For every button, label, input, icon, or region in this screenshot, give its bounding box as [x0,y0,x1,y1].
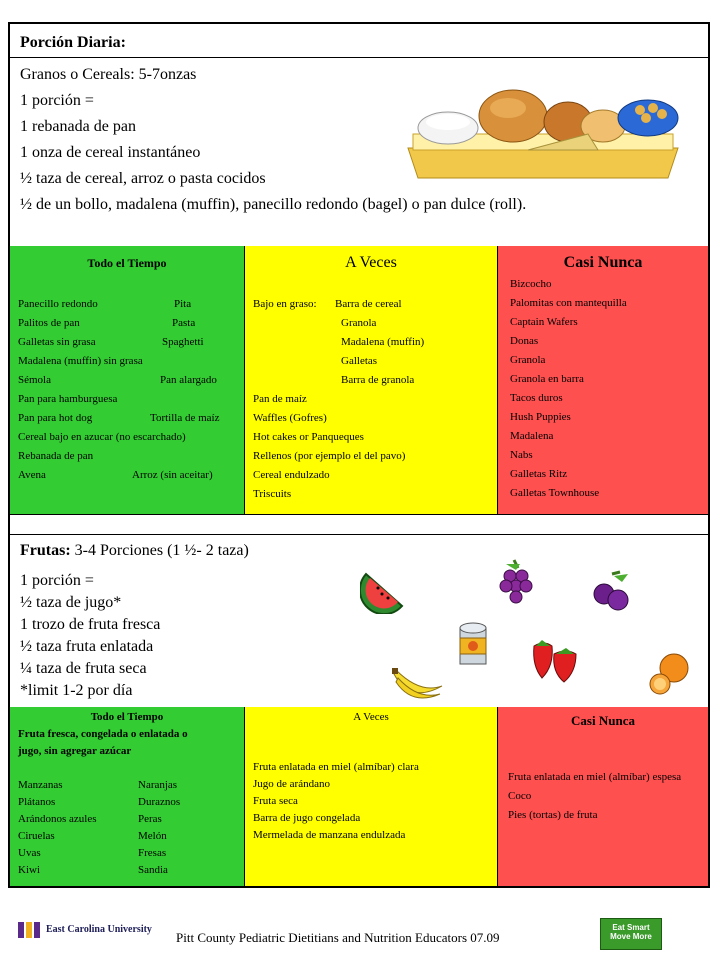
fruits-rarely-header: Casi Nunca [571,713,635,728]
fruits-heading-amount: 3-4 Porciones (1 ½- 2 taza) [70,542,249,559]
fruits-rarely-column [498,707,708,886]
grains-yellow-low-fat-item: Granola [341,317,377,329]
fruits-yellow-item: Fruta seca [253,795,298,807]
grains-green-item: Galletas sin grasa [18,336,96,348]
fruits-green-item: Uvas [18,847,41,859]
grains-yellow-low-fat-item: Barra de granola [341,374,415,386]
grains-yellow-item: Cereal endulzado [253,469,330,481]
grapes-icon [496,558,536,608]
fruits-yellow-item: Fruta enlatada en miel (almíbar) clara [253,761,419,773]
grains-red-item: Granola en barra [510,373,584,385]
fruits-yellow-item: Barra de jugo congelada [253,812,361,824]
grains-green-item: Pan alargado [160,374,217,386]
grains-green-item: Spaghetti [162,336,204,348]
grains-green-item: Pita [174,298,192,310]
fruits-green-item: Sandia [138,864,168,876]
eat-smart-move-more-logo [600,918,662,950]
grains-green-item: Avena [18,469,46,481]
grains-green-item: Tortilla de maíz [150,412,220,424]
fruits-green-subheader: jugo, sin agregar azúcar [18,745,132,757]
fruits-section [10,534,708,708]
grains-all-time-header: Todo el Tiempo [87,256,167,270]
grains-red-item: Donas [510,335,539,347]
fruits-line: ½ taza fruta enlatada [20,638,154,655]
grains-red-item: Tacos duros [510,392,563,404]
grains-heading-amount: : 5-7onzas [130,66,197,83]
ecu-logo: East Carolina University [46,924,152,935]
grains-sometimes-column [245,246,497,514]
grains-rarely-column [498,246,708,514]
grains-green-item: Panecillo redondo [18,298,98,310]
fruits-red-item: Pies (tortas) de fruta [508,809,598,821]
grains-line: ½ de un bollo, madalena (muffin), panecillo redondo (bagel) o pan dulce (roll). [20,196,527,213]
fruits-red-item: Fruta enlatada en miel (almíbar) espesa [508,771,682,783]
grains-red-item: Granola [510,354,546,366]
ems-logo-line: Move More [610,932,652,941]
footer [0,890,720,960]
watermelon-icon [360,566,408,614]
grains-heading [20,66,196,84]
ecu-logo-mark-icon [18,920,44,940]
grains-rarely-header: Casi Nunca [563,254,643,271]
fruits-green-item: Melón [138,830,167,842]
grains-green-item: Madalena (muffin) sin grasa [18,355,143,367]
grains-low-fat-label: Bajo en graso: [253,298,317,310]
grains-yellow-item: Rellenos (por ejemplo el del pavo) [253,450,406,462]
fruits-green-item: Naranjas [138,779,178,791]
grains-all-time-column [10,246,244,514]
section-separator [10,514,708,535]
grains-line: 1 onza de cereal instantáneo [20,144,201,161]
fruits-all-time-header: Todo el Tiempo [90,711,164,723]
oranges-icon [646,650,694,698]
grains-yellow-low-fat-item: Barra de cereal [335,298,402,310]
fruits-green-item: Fresas [138,847,167,859]
grains-red-item: Nabs [510,449,533,461]
fruits-table [10,707,708,886]
food-guide-sheet [8,22,710,888]
grains-green-item: Pasta [172,317,196,329]
fruits-line: ½ taza de jugo* [20,594,122,611]
fruits-yellow-item: Mermelada de manzana endulzada [253,829,406,841]
page-title: Porción Diaria: [10,24,708,58]
fruits-green-item: Kiwi [18,864,40,876]
grains-green-item: Arroz (sin aceitar) [132,469,213,481]
fruits-all-time-column [10,707,244,886]
fruits-red-item: Coco [508,790,532,802]
fruits-line: 1 porción = [20,572,94,589]
grains-yellow-low-fat-item: Madalena (muffin) [341,336,425,348]
grains-yellow-low-fat-item: Galletas [341,355,378,367]
grains-section [10,58,708,247]
grains-red-item: Hush Puppies [510,411,571,423]
grains-red-item: Captain Wafers [510,316,578,328]
fruits-green-item: Ciruelas [18,830,55,842]
grains-line: ½ taza de cereal, arroz o pasta cocidos [20,170,266,187]
fruits-green-item: Plátanos [18,796,56,808]
grains-red-item: Bizcocho [510,278,552,290]
grains-line: 1 porción = [20,92,94,109]
grains-line: 1 rebanada de pan [20,118,136,135]
grains-green-item: Rebanada de pan [18,450,94,462]
grains-green-item: Sémola [18,374,51,386]
grains-yellow-item: Pan de maíz [253,393,307,405]
fruits-heading-label: Frutas: [20,542,71,559]
grains-green-item: Palitos de pan [18,317,80,329]
fruits-green-item: Duraznos [138,796,181,808]
bread-basket-illustration [398,78,688,188]
fruits-sometimes-header: A Veces [353,711,389,723]
grains-sometimes-header: A Veces [345,254,397,271]
grains-green-item: Pan para hamburguesa [18,393,118,405]
fruits-line: *limit 1-2 por día [20,682,133,699]
canned-fruit-icon [456,620,490,670]
grains-green-item: Pan para hot dog [18,412,93,424]
grains-red-item: Madalena [510,430,554,442]
grains-red-item: Galletas Ritz [510,468,568,480]
fruits-line: ¼ taza de fruta seca [20,660,147,677]
footer-credit: Pitt County Pediatric Dietitians and Nutrition Educators 07.09 [176,930,500,945]
plums-icon [590,570,634,614]
grains-green-item: Cereal bajo en azucar (no escarchado) [18,431,186,443]
grains-red-item: Palomitas con mantequilla [510,297,627,309]
grains-red-item: Galletas Townhouse [510,487,600,499]
fruits-green-item: Arándonos azules [18,813,97,825]
grains-yellow-item: Waffles (Gofres) [253,412,327,424]
ems-logo-line: Eat Smart [612,923,650,932]
fruits-sometimes-column [245,707,497,886]
grains-yellow-item: Triscuits [253,488,292,500]
grains-table [10,246,708,515]
fruits-green-item: Manzanas [18,779,63,791]
fruits-green-subheader: Fruta fresca, congelada o enlatada o [18,728,188,740]
strawberries-icon [530,636,582,686]
grains-heading-label: Granos o Cereals [20,66,131,83]
grains-yellow-item: Hot cakes or Panqueques [253,431,364,443]
fruits-green-item: Peras [138,813,162,825]
fruits-heading [20,542,249,560]
bananas-icon [390,664,446,704]
fruits-line: 1 trozo de fruta fresca [20,616,161,633]
fruits-yellow-item: Jugo de arándano [253,778,330,790]
